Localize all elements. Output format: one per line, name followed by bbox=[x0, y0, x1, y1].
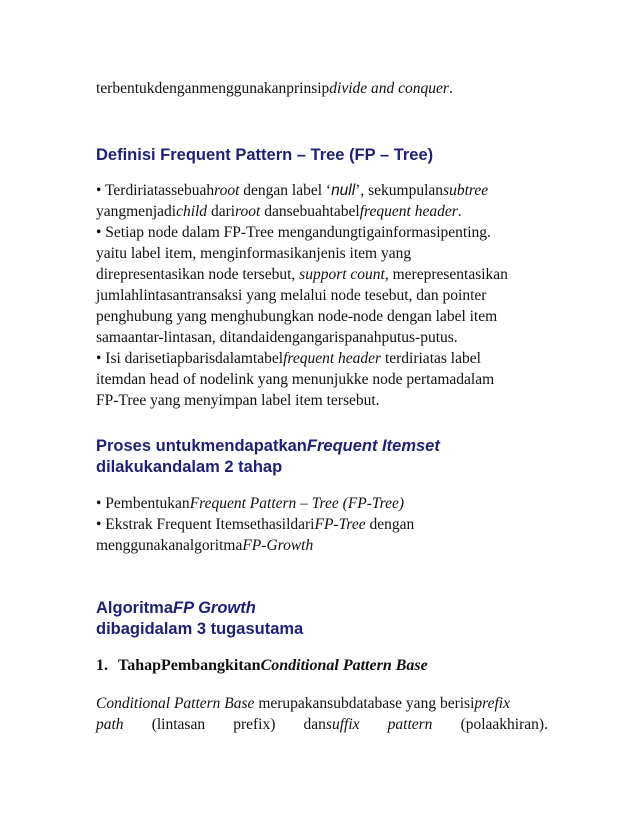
bullet-2-line-4: jumlahlintasantransaksi yang melalui node tesebut, dan pointer bbox=[96, 287, 487, 304]
section-heading-fp-tree: Definisi Frequent Pattern – Tree (FP – Tree) bbox=[96, 146, 434, 164]
section-heading-proses-line-2: dilakukandalam 2 tahap bbox=[96, 458, 283, 476]
intro-line: terbentukdenganmenggunakanprinsipdivide and conquer. bbox=[96, 80, 453, 97]
proses-bullet-2-line-1: • Ekstrak Frequent ItemsethasildariFP-Tree dengan bbox=[96, 516, 415, 533]
proses-bullet-1: • PembentukanFrequent Pattern – Tree (FP-Tree) bbox=[96, 495, 405, 512]
bullet-2-line-2: yaitu label item, menginformasikanjenis item yang bbox=[96, 245, 412, 262]
bullet-2-line-1: • Setiap node dalam FP-Tree mengandungtigainformasipenting. bbox=[96, 224, 491, 241]
paragraph-line-2: path (lintasan prefix) dansuffix pattern (polaakhiran). bbox=[96, 716, 548, 733]
section-heading-proses-line-1: Proses untukmendapatkanFrequent Itemset bbox=[96, 437, 440, 455]
paragraph-line-1: Conditional Pattern Base merupakansubdatabase yang berisiprefix bbox=[96, 695, 510, 712]
bullet-2-line-5: penghubung yang menghubungkan node-node dengan label item bbox=[96, 308, 498, 325]
bullet-1-line-1: • Terdiriatassebuahroot dengan label ‘null’, sekumpulansubtree bbox=[96, 182, 489, 199]
section-heading-algoritma-line-2: dibagidalam 3 tugasutama bbox=[96, 620, 304, 638]
step-heading: 1. TahapPembangkitanConditional Pattern Base bbox=[96, 657, 428, 674]
proses-bullet-2-line-2: menggunakanalgoritmaFP-Growth bbox=[96, 537, 314, 554]
bullet-3-line-2: itemdan head of nodelink yang menunjukke node pertamadalam bbox=[96, 371, 495, 388]
section-heading-algoritma-line-1: AlgoritmaFP Growth bbox=[96, 599, 256, 617]
bullet-2-line-6: samaantar-lintasan, ditandaidengangarispanahputus-putus. bbox=[96, 329, 458, 346]
bullet-3-line-1: • Isi darisetiapbarisdalamtabelfrequent header terdiriatas label bbox=[96, 350, 481, 367]
bullet-1-line-2: yangmenjadichild dariroot dansebuahtabelfrequent header. bbox=[96, 203, 462, 220]
bullet-3-line-3: FP-Tree yang menyimpan label item tersebut. bbox=[96, 392, 380, 409]
bullet-2-line-3: direpresentasikan node tersebut, support count, merepresentasikan bbox=[96, 266, 508, 283]
